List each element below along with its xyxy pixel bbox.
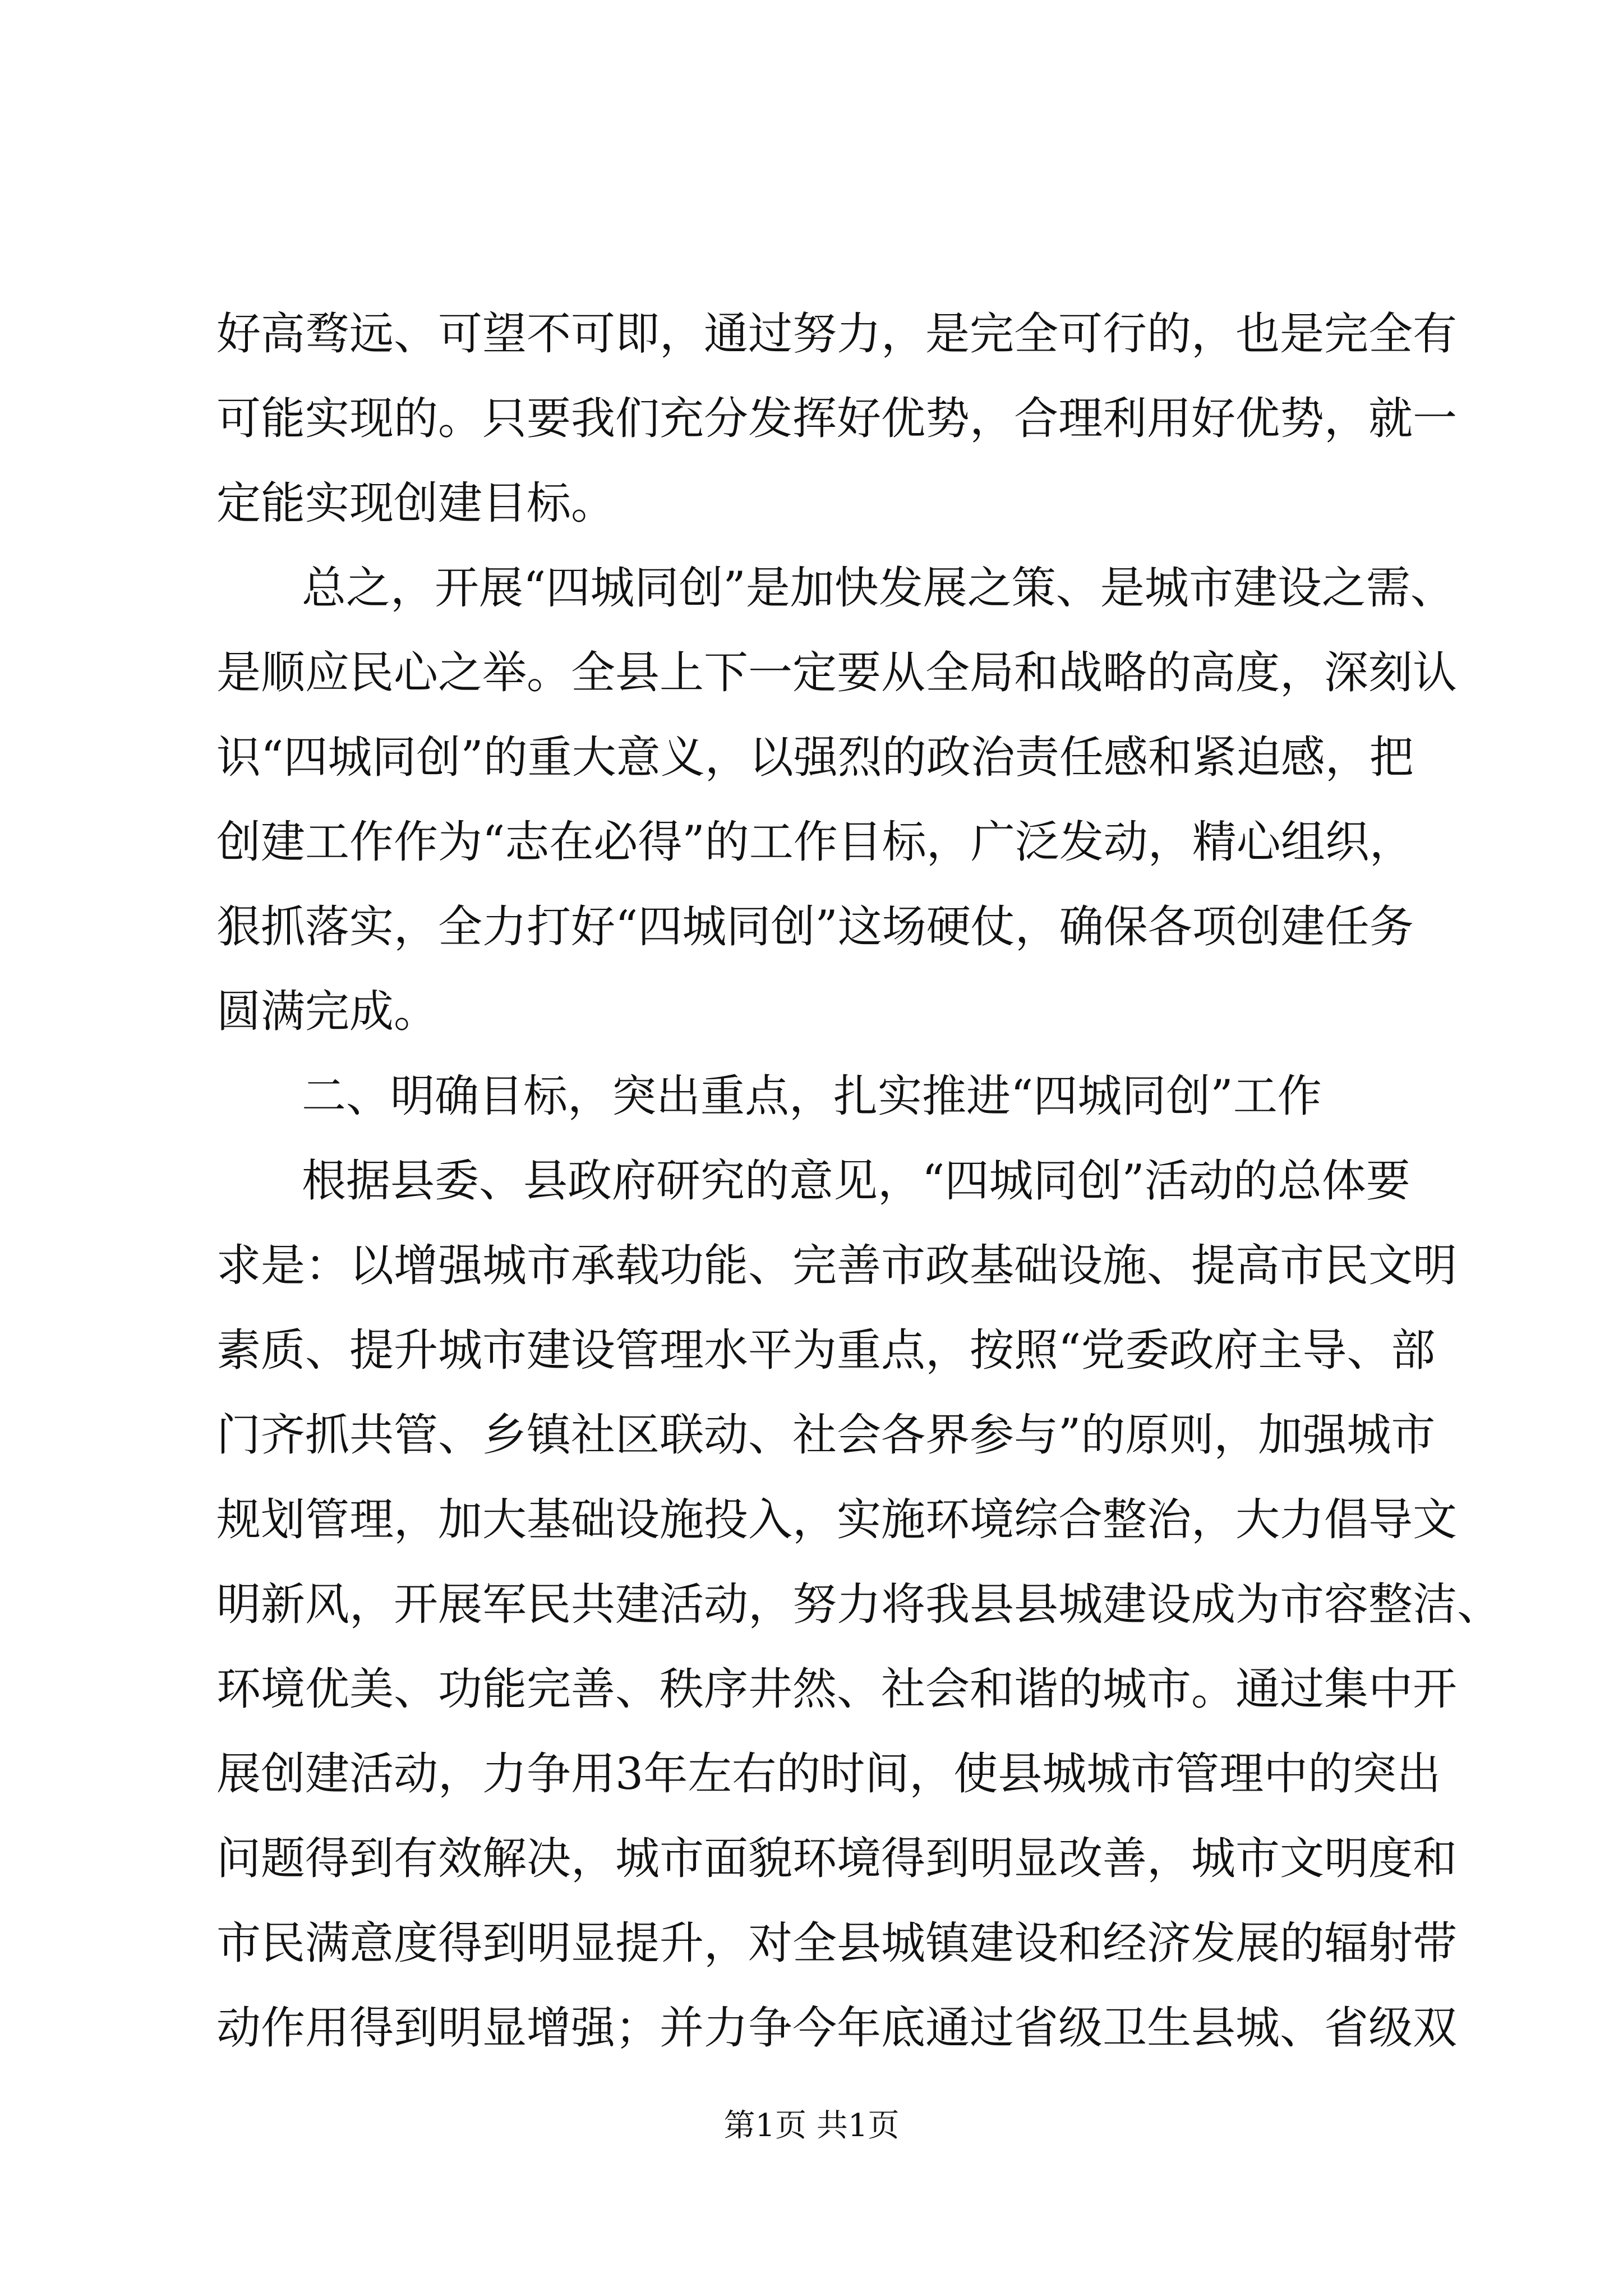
- text-line: 规划管理，加大基础设施投入，实施环境综合整治，大力倡导文: [216, 1494, 1457, 1545]
- text-line: 可能实现的。只要我们充分发挥好优势，合理利用好优势，就一: [216, 393, 1457, 444]
- document-body: [216, 292, 1501, 2070]
- text-line: 环境优美、功能完善、秩序井然、社会和谐的城市。通过集中开: [216, 1663, 1457, 1715]
- page-number-footer: 第1页 共1页: [723, 2108, 900, 2144]
- text-line: 求是：以增强城市承载功能、完善市政基础设施、提高市民文明: [216, 1240, 1457, 1291]
- text-line: 动作用得到明显增强；并力争今年底通过省级卫生县城、省级双: [216, 2002, 1457, 2054]
- paragraph-first-line: 总之，开展“四城同创”是加快发展之策、是城市建设之需、: [302, 562, 1455, 614]
- text-line: 是顺应民心之举。全县上下一定要从全局和战略的高度，深刻认: [216, 647, 1457, 698]
- text-line: 狠抓落实，全力打好“四城同创”这场硬仗，确保各项创建任务: [216, 901, 1414, 953]
- text-line: 好高骛远、可望不可即，通过努力，是完全可行的，也是完全有: [216, 308, 1457, 360]
- text-line: 问题得到有效解决，城市面貌环境得到明显改善，城市文明度和: [216, 1833, 1457, 1884]
- text-line: 创建工作作为“志在必得”的工作目标，广泛发动，精心组织，: [216, 816, 1414, 868]
- text-line: 展创建活动，力争用3年左右的时间，使县城城市管理中的突出: [216, 1748, 1441, 1800]
- text-line: 识“四城同创”的重大意义，以强烈的政治责任感和紧迫感，把: [216, 731, 1414, 783]
- text-line: 市民满意度得到明显提升，对全县城镇建设和经济发展的辐射带: [216, 1917, 1457, 1969]
- section-heading: 二、明确目标，突出重点，扎实推进“四城同创”工作: [302, 1070, 1322, 1122]
- text-line: 素质、提升城市建设管理水平为重点，按照“党委政府主导、部: [216, 1324, 1436, 1376]
- text-line: 明新风，开展军民共建活动，努力将我县县城建设成为市容整洁、: [216, 1579, 1501, 1630]
- text-line: 定能实现创建目标。: [216, 477, 615, 529]
- paragraph-first-line: 根据县委、县政府研究的意见，“四城同创”活动的总体要: [302, 1155, 1410, 1207]
- text-line: 圆满完成。: [216, 986, 438, 1037]
- text-line: 门齐抓共管、乡镇社区联动、社会各界参与”的原则，加强城市: [216, 1409, 1436, 1461]
